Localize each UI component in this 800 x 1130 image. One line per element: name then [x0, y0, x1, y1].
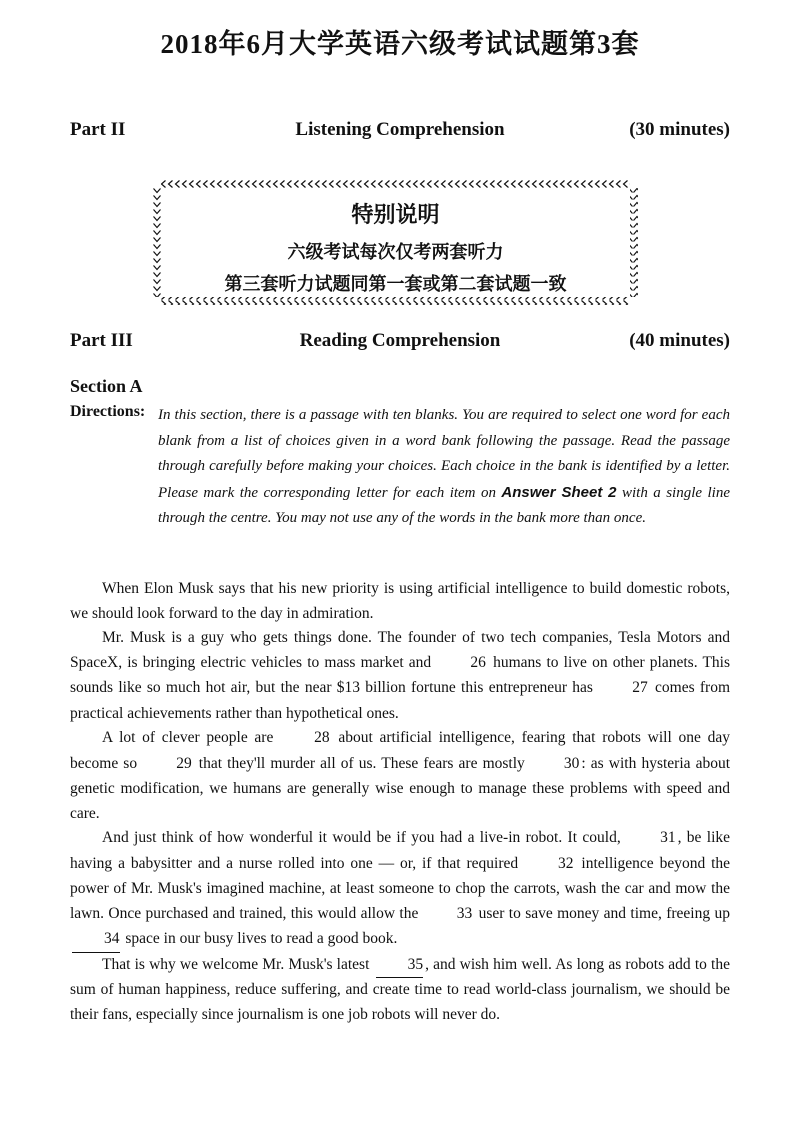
part-2-header: [70, 119, 730, 149]
paragraph-text: , be like having a babysitter and a nurse rolled into one — or, if that required: [70, 829, 731, 872]
paragraph-5: [70, 953, 730, 1028]
paragraph-2: [70, 626, 730, 726]
paragraph-4: [70, 826, 730, 953]
directions-text-part-1: In this section, there is a passage with ten blanks. You are required to select one word for each blank from a list of choices given in a word bank following the passage. Read the passage through carefully before making your choices. Each choice in the bank is identified by a letter. Please mark the corresponding letter for each item on: [158, 407, 730, 501]
paragraph-text: A lot of clever people are: [102, 729, 274, 746]
paragraph-1: [70, 577, 730, 626]
blank-34: 34: [72, 927, 120, 953]
paragraph-text: comes from practical achievements rather than hypothetical ones.: [70, 679, 731, 722]
paragraph-text: user to save money and time, freeing up: [478, 904, 730, 922]
blank-28: 28: [314, 729, 330, 746]
part-2-label: Part II: [70, 119, 126, 140]
paragraph-text: That is why we welcome Mr. Musk's latest: [102, 955, 370, 973]
special-notice-box: [153, 180, 638, 305]
paragraph-text: : as with hysteria about genetic modification, we humans are generally wise enough to manage these problems with speed and care.: [70, 754, 731, 822]
blank-32: 32: [558, 854, 574, 872]
part-2-name: Listening Comprehension: [295, 119, 505, 140]
blank-30: 30: [563, 754, 580, 772]
paragraph-text: space in our busy lives to read a good book.: [125, 930, 398, 947]
directions-text-part-2: with a single line through the centre. You may not use any of the words in the bank more than once.: [158, 484, 730, 527]
paragraph-text: , and wish him well. As long as robots add to the sum of human happiness, reduce suffering, and create time to read world-class journalism, we should be their fans, especially since journalism is one job robots will never do.: [70, 955, 730, 1023]
reading-passage: [70, 577, 730, 1027]
part-2-time: (30 minutes): [629, 119, 730, 140]
part-3-label: Part III: [70, 330, 133, 351]
answer-sheet-ref: Answer Sheet 2: [501, 483, 617, 501]
part-3-name: Reading Comprehension: [299, 330, 501, 351]
paragraph-text: that they'll murder all of us. These fears are mostly: [198, 754, 525, 772]
blank-27: 27: [632, 679, 648, 696]
blank-26: 26: [470, 653, 486, 671]
directions-text: [158, 403, 730, 532]
paragraph-text: Mr. Musk is a guy who gets things done. The founder of two tech companies, Tesla Motors and SpaceX, is bringing electric vehicles to mass market and: [70, 629, 730, 671]
paragraph-text: about artificial intelligence, fearing that robots will one day become so: [70, 729, 731, 772]
paragraph-1-text: When Elon Musk says that his new priority is using artificial intelligence to build domestic robots, we should look forward to the day in admiration.: [70, 580, 730, 622]
directions-label: Directions:: [70, 403, 146, 420]
part-3-time: (40 minutes): [629, 330, 730, 351]
section-a-heading: Section A: [70, 376, 143, 396]
part-3-header: [70, 330, 730, 360]
paragraph-text: intelligence beyond the power of Mr. Musk's imagined machine, at least someone to chop the carrots, wash the car and mow the lawn. Once purchased and trained, this would allow the: [70, 854, 731, 922]
blank-29: 29: [176, 754, 192, 772]
blank-35: 35: [376, 953, 424, 979]
notice-line-2: 第三套听力试题同第一套或第二套试题一致: [224, 274, 567, 295]
blank-33: 33: [456, 904, 473, 922]
paragraph-3: [70, 726, 730, 826]
paragraph-text: And just think of how wonderful it would be if you had a live-in robot. It could,: [102, 829, 621, 846]
notice-line-1: 六级考试每次仅考两套听力: [287, 242, 504, 263]
blank-31: 31: [660, 829, 676, 846]
notice-heading: 特别说明: [351, 203, 440, 228]
paragraph-text: humans to live on other planets. This sounds like so much hot air, but the near $13 billion fortune this entrepreneur has: [70, 653, 731, 696]
page-title: 2018年6月大学英语六级考试试题第3套: [160, 29, 640, 59]
